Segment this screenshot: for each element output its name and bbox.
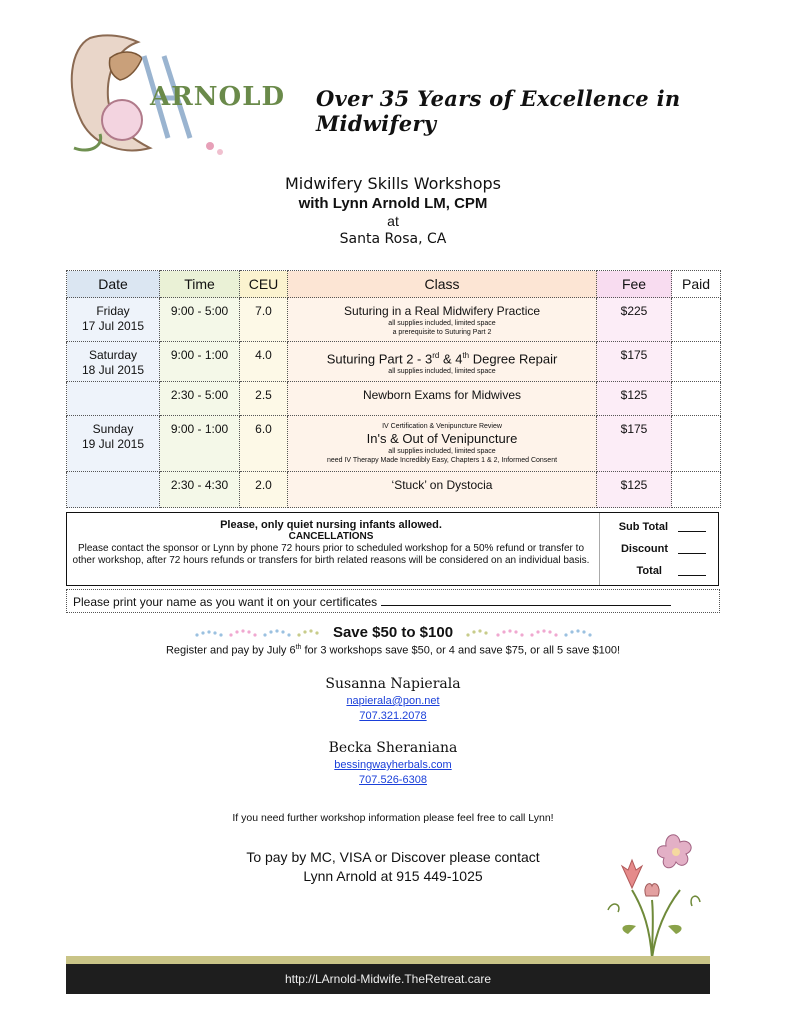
row-paid: [672, 416, 721, 472]
row-paid: [672, 342, 721, 382]
row-fee: $125: [597, 382, 672, 416]
row-time: 2:30 - 4:30: [160, 472, 240, 508]
table-row: [67, 472, 721, 508]
footer-url[interactable]: http://LArnold-Midwife.TheRetreat.care: [284, 972, 492, 986]
row-date: [67, 472, 160, 508]
class-title: Suturing in a Real Midwifery Practice: [343, 304, 541, 318]
row-class: [288, 342, 597, 382]
total-field[interactable]: [678, 575, 706, 576]
col-header-date: Date: [67, 271, 160, 298]
discount-label: Discount: [620, 543, 668, 555]
info-line: If you need further workshop information please feel free to call Lynn!: [232, 812, 554, 824]
contact-phone-link[interactable]: 707.526-6308: [359, 774, 427, 786]
contact-susanna: [0, 674, 786, 724]
row-fee: $175: [597, 416, 672, 472]
class-note: all supplies included, limited space: [388, 320, 496, 327]
title-line-3: at: [387, 213, 399, 229]
infants-note: Please, only quiet nursing infants allowed.: [220, 519, 442, 531]
row-date: [67, 416, 160, 472]
save-promo: [0, 624, 786, 642]
row-paid: [672, 382, 721, 416]
row-class: [288, 416, 597, 472]
class-title: Suturing Part 2 - 3rd & 4th Degree Repair: [326, 351, 558, 367]
save-headline: Save $50 to $100: [332, 624, 454, 642]
row-day: Sunday: [92, 422, 134, 436]
cancellation-notes: [71, 519, 591, 567]
payment-line-2: Lynn Arnold at 915 449-1025: [303, 868, 483, 884]
footer-stripe: [66, 956, 710, 964]
sub-total-label: Sub Total: [618, 521, 668, 533]
notes-box: [66, 512, 719, 586]
col-header-paid: Paid: [672, 271, 721, 298]
table-header-row: [67, 271, 721, 298]
table-row: [67, 298, 721, 342]
table-row: [67, 342, 721, 382]
row-time: 9:00 - 1:00: [160, 342, 240, 382]
row-class: [288, 298, 597, 342]
class-title: ‘Stuck’ on Dystocia: [391, 478, 493, 492]
contact-becka: [0, 738, 786, 788]
row-ceu: 2.0: [240, 472, 288, 508]
contact-name: Susanna Napierala: [325, 676, 461, 692]
cancellation-policy: Please contact the sponsor or Lynn by phone 72 hours prior to scheduled workshop for a 50% refund or transfer to other workshop, after 72 hours refunds or transfers for birth related reasons will be considered on an individual basis.: [72, 543, 590, 566]
contact-name: Becka Sheraniana: [328, 740, 458, 756]
class-note: all supplies included, limited space: [388, 448, 496, 455]
row-date-value: 17 Jul 2015: [81, 319, 145, 333]
col-header-class: Class: [288, 271, 597, 298]
class-note: a prerequisite to Suturing Part 2: [392, 329, 492, 336]
tagline: Over 35 Years of Excellence in Midwifery: [316, 86, 681, 136]
total-label: Total: [636, 565, 662, 577]
title-line-2: with Lynn Arnold LM, CPM: [298, 195, 488, 212]
row-fee: $175: [597, 342, 672, 382]
class-pre-note: IV Certification & Venipuncture Review: [382, 423, 502, 430]
class-note: need IV Therapy Made Incredibly Easy, Chapters 1 & 2, Informed Consent: [326, 457, 558, 464]
contact-email-link[interactable]: napierala@pon.net: [346, 695, 440, 707]
row-date: [67, 298, 160, 342]
class-title: Newborn Exams for Midwives: [362, 388, 522, 402]
row-class: [288, 382, 597, 416]
row-date-value: 19 Jul 2015: [81, 437, 145, 451]
row-time: 9:00 - 1:00: [160, 416, 240, 472]
table-row: [67, 416, 721, 472]
dotted-flourish-right: [464, 627, 594, 639]
certificate-label: Please print your name as you want it on your certificates: [73, 595, 378, 609]
title-line-1: Midwifery Skills Workshops: [285, 174, 501, 193]
cancellations-heading: CANCELLATIONS: [288, 531, 374, 542]
row-day: Friday: [96, 304, 130, 318]
logo-wordmark: ARNOLD: [150, 82, 286, 112]
flower-illustration: [592, 830, 712, 958]
footer-bar: [66, 964, 710, 994]
schedule-table: [66, 270, 721, 508]
row-day: Saturday: [88, 348, 138, 362]
row-fee: $225: [597, 298, 672, 342]
class-note: all supplies included, limited space: [388, 368, 496, 376]
row-ceu: 4.0: [240, 342, 288, 382]
col-header-time: Time: [160, 271, 240, 298]
contact-phone-link[interactable]: 707.321.2078: [359, 710, 427, 722]
dotted-flourish-left: [193, 627, 323, 639]
row-date-value: 18 Jul 2015: [81, 363, 145, 377]
contact-website-link[interactable]: bessingwayherbals.com: [334, 759, 452, 771]
class-title: In's & Out of Venipuncture: [366, 431, 518, 446]
col-header-fee: Fee: [597, 271, 672, 298]
col-header-ceu: CEU: [240, 271, 288, 298]
row-class: [288, 472, 597, 508]
totals-panel: [599, 513, 720, 585]
payment-line-1: To pay by MC, VISA or Discover please contact: [246, 849, 540, 865]
row-time: 2:30 - 5:00: [160, 382, 240, 416]
certificate-name-row: [66, 589, 720, 613]
title-location: Santa Rosa, CA: [339, 231, 447, 247]
row-ceu: 6.0: [240, 416, 288, 472]
row-paid: [672, 298, 721, 342]
workshop-title: [0, 174, 786, 248]
row-ceu: 2.5: [240, 382, 288, 416]
discount-field[interactable]: [678, 553, 706, 554]
sub-total-field[interactable]: [678, 531, 706, 532]
save-details: Register and pay by July 6th for 3 workshops save $50, or 4 and save $75, or all 5 save $100!: [165, 644, 621, 657]
row-time: 9:00 - 5:00: [160, 298, 240, 342]
certificate-name-field[interactable]: [381, 595, 671, 606]
row-date: [67, 342, 160, 382]
table-row: [67, 382, 721, 416]
row-paid: [672, 472, 721, 508]
row-ceu: 7.0: [240, 298, 288, 342]
row-fee: $125: [597, 472, 672, 508]
row-date: [67, 382, 160, 416]
